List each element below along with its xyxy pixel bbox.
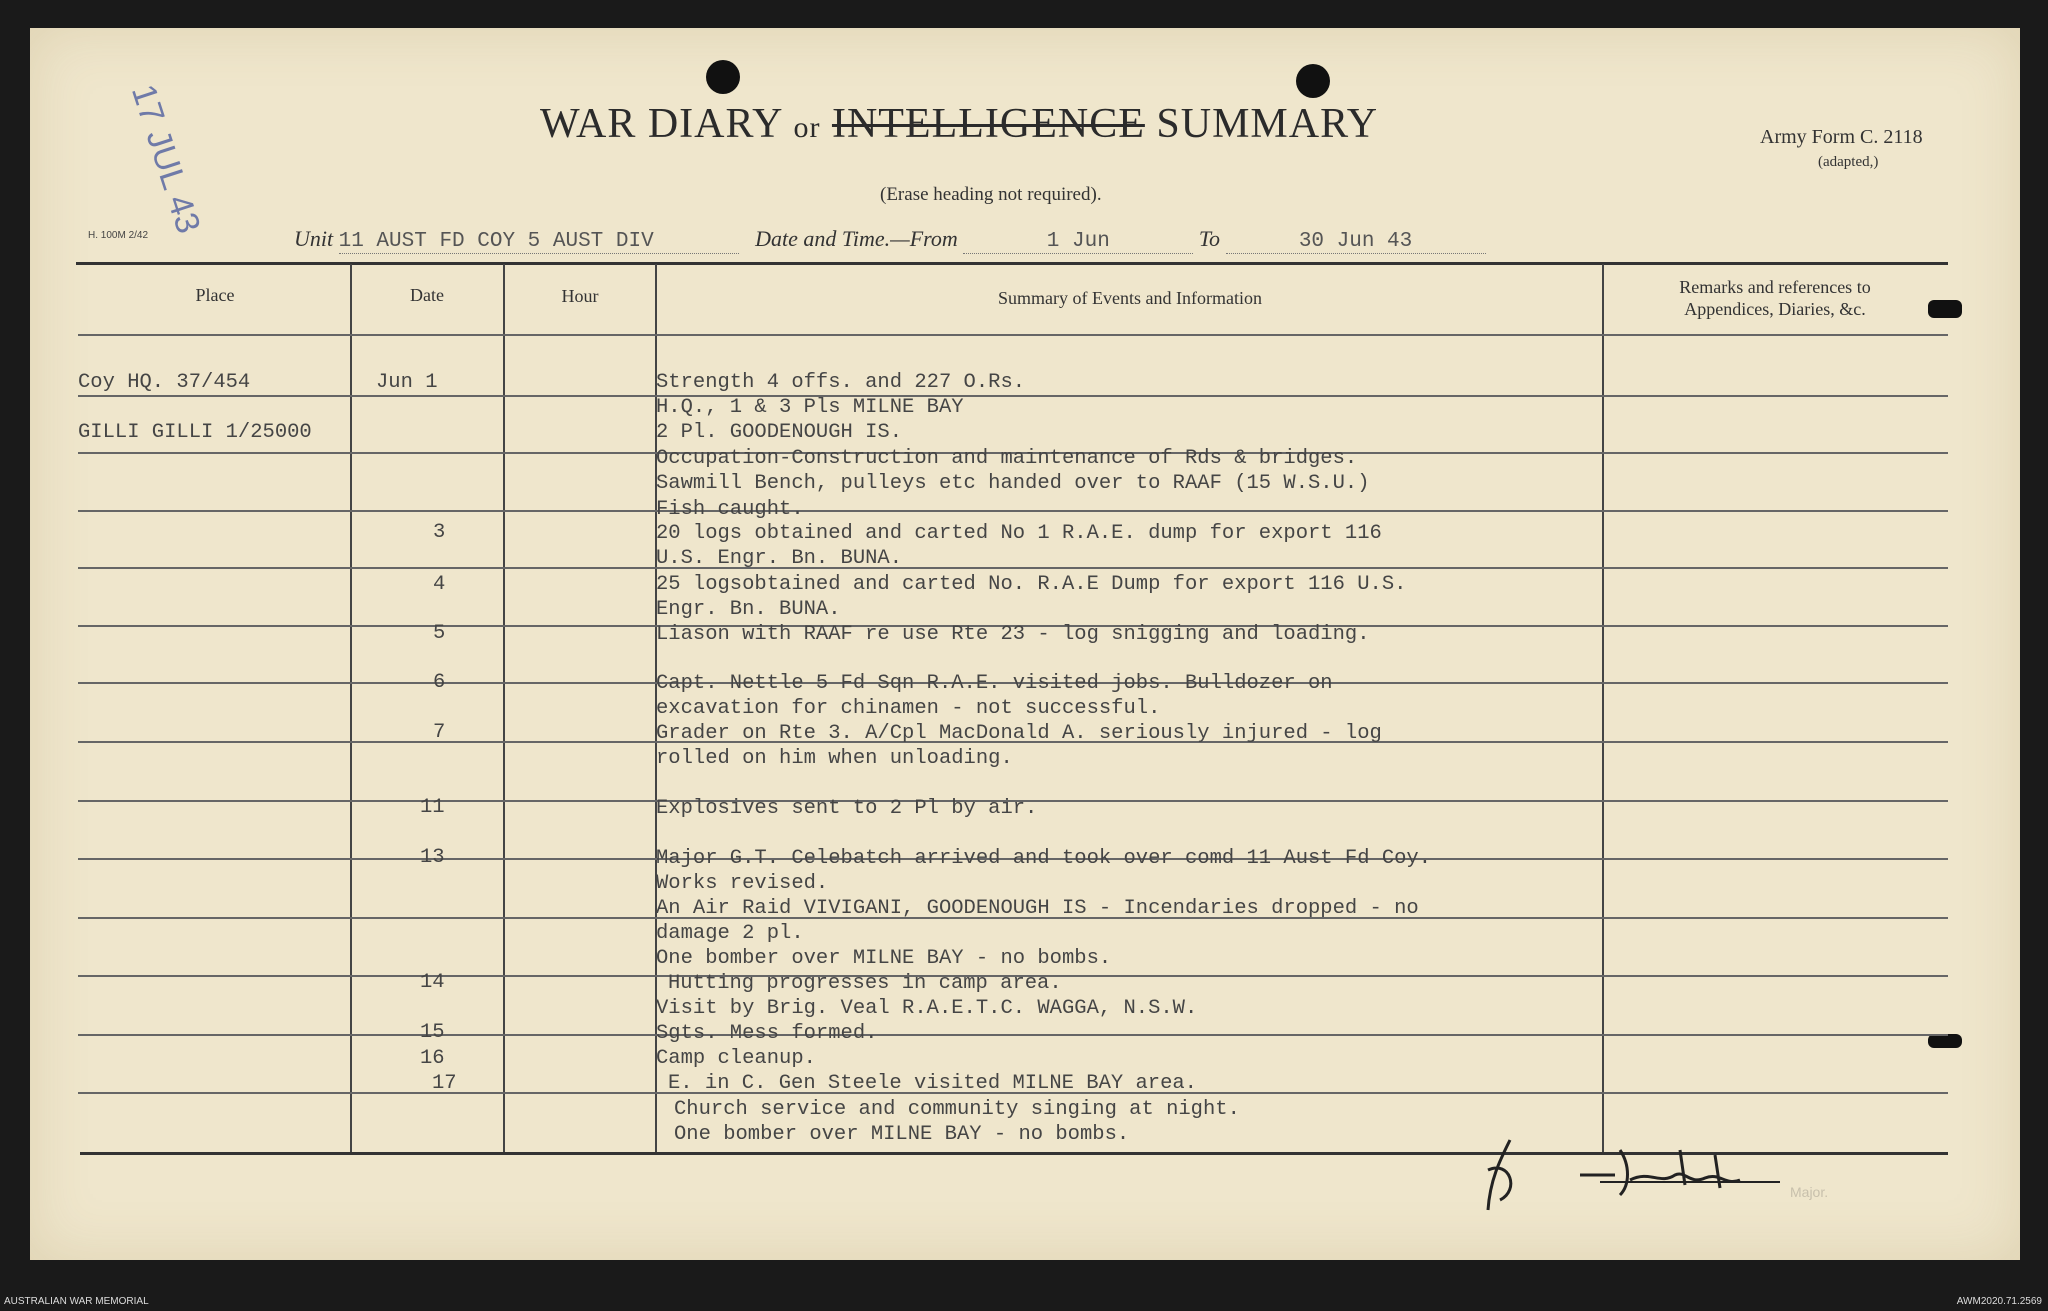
received-date-stamp: 17 JUL 43 [123,80,208,238]
summary-line: E. in C. Gen Steele visited MILNE BAY area. [668,1072,1197,1095]
date-entry: 7 [433,721,446,744]
date-entry: 4 [433,573,446,596]
column-divider [1602,264,1604,1152]
date-entry: Jun 1 [376,371,438,394]
summary-line: Fish caught. [656,498,804,521]
summary-line: U.S. Engr. Bn. BUNA. [656,547,903,570]
ruled-line [78,510,1948,512]
date-entry: 11 [420,796,445,819]
summary-line: damage 2 pl. [656,922,804,945]
date-from-value: 1 Jun [963,230,1193,254]
date-entry: 16 [420,1047,445,1070]
date-entry: 13 [420,846,445,869]
summary-line: Capt. Nettle 5 Fd Sqn R.A.E. visited jobs. Bulldozer on [656,672,1333,695]
column-header-date: Date [410,285,444,305]
place-entry: GILLI GILLI 1/25000 [78,421,312,444]
army-form-number: Army Form C. 2118 [1760,126,1923,148]
date-entry: 14 [420,971,445,994]
form-title: WAR DIARY or INTELLIGENCE SUMMARY [540,101,1379,147]
summary-line: Camp cleanup. [656,1047,816,1070]
archive-credit: AUSTRALIAN WAR MEMORIAL [4,1296,149,1307]
ruled-line [78,567,1948,569]
summary-line: rolled on him when unloading. [656,747,1013,770]
column-divider [350,264,352,1152]
summary-line: Grader on Rte 3. A/Cpl MacDonald A. seriously injured - log [656,722,1382,745]
date-entry: 15 [420,1021,445,1044]
summary-line: Works revised. [656,872,829,895]
summary-line: H.Q., 1 & 3 Pls MILNE BAY [656,396,964,419]
column-header-summary: Summary of Events and Information [998,288,1262,308]
table-top-rule [76,262,1948,265]
column-divider [503,264,505,1152]
archive-reference: AWM2020.71.2569 [1956,1296,2042,1307]
header-row-rule [78,334,1948,336]
date-entry: 17 [432,1072,457,1095]
summary-line: One bomber over MILNE BAY - no bombs. [674,1123,1130,1146]
summary-line: excavation for chinamen - not successful. [656,697,1161,720]
unit-date-line: Unit 11 AUST FD COY 5 AUST DIV Date and Time.—From 1 Jun To 30 Jun 43 [294,226,1486,254]
ink-mark [1928,1034,1962,1048]
summary-line: Engr. Bn. BUNA. [656,598,841,621]
summary-line: Liason with RAAF re use Rte 23 - log snigging and loading. [656,623,1370,646]
summary-line: 2 Pl. GOODENOUGH IS. [656,421,903,444]
column-header-place: Place [195,285,235,305]
punch-hole-right [1296,64,1330,98]
date-entry: 3 [433,521,446,544]
column-header-hour: Hour [561,286,599,306]
summary-line: 25 logsobtained and carted No. R.A.E Dump for export 116 U.S. [656,573,1407,596]
summary-line: One bomber over MILNE BAY - no bombs. [656,947,1112,970]
summary-line: Hutting progresses in camp area. [668,972,1062,995]
unit-value: 11 AUST FD COY 5 AUST DIV [339,230,739,254]
summary-line: Sawmill Bench, pulleys etc handed over to RAAF (15 W.S.U.) [656,472,1370,495]
commander-signature [1480,1130,1800,1220]
summary-line: Sgts. Mess formed. [656,1022,878,1045]
date-to-value: 30 Jun 43 [1226,230,1486,254]
column-header-remarks: Remarks and references to Appendices, Diaries, &c. [1679,277,1871,319]
signature-title: Major. [1790,1184,1829,1200]
ruled-line [78,1034,1948,1036]
place-entry: Coy HQ. 37/454 [78,371,251,394]
date-entry: 6 [433,671,446,694]
summary-line: An Air Raid VIVIGANI, GOODENOUGH IS - Incendaries dropped - no [656,897,1419,920]
summary-line: Church service and community singing at night. [674,1098,1240,1121]
summary-line: Strength 4 offs. and 227 O.Rs. [656,371,1026,394]
form-print-code: H. 100M 2/42 [88,230,149,241]
summary-line: Major G.T. Celebatch arrived and took over comd 11 Aust Fd Coy. [656,847,1432,870]
form-subtitle: (Erase heading not required). [880,184,1102,205]
punch-hole-left [706,60,740,94]
summary-line: Visit by Brig. Veal R.A.E.T.C. WAGGA, N.S.W. [656,997,1198,1020]
date-entry: 5 [433,622,446,645]
army-form-adapted: (adapted,) [1818,154,1879,170]
summary-line: 20 logs obtained and carted No 1 R.A.E. dump for export 116 [656,522,1382,545]
ruled-line [78,395,1948,397]
summary-line: Occupation-Construction and maintenance of Rds & bridges. [656,447,1358,470]
summary-line: Explosives sent to 2 Pl by air. [656,797,1038,820]
